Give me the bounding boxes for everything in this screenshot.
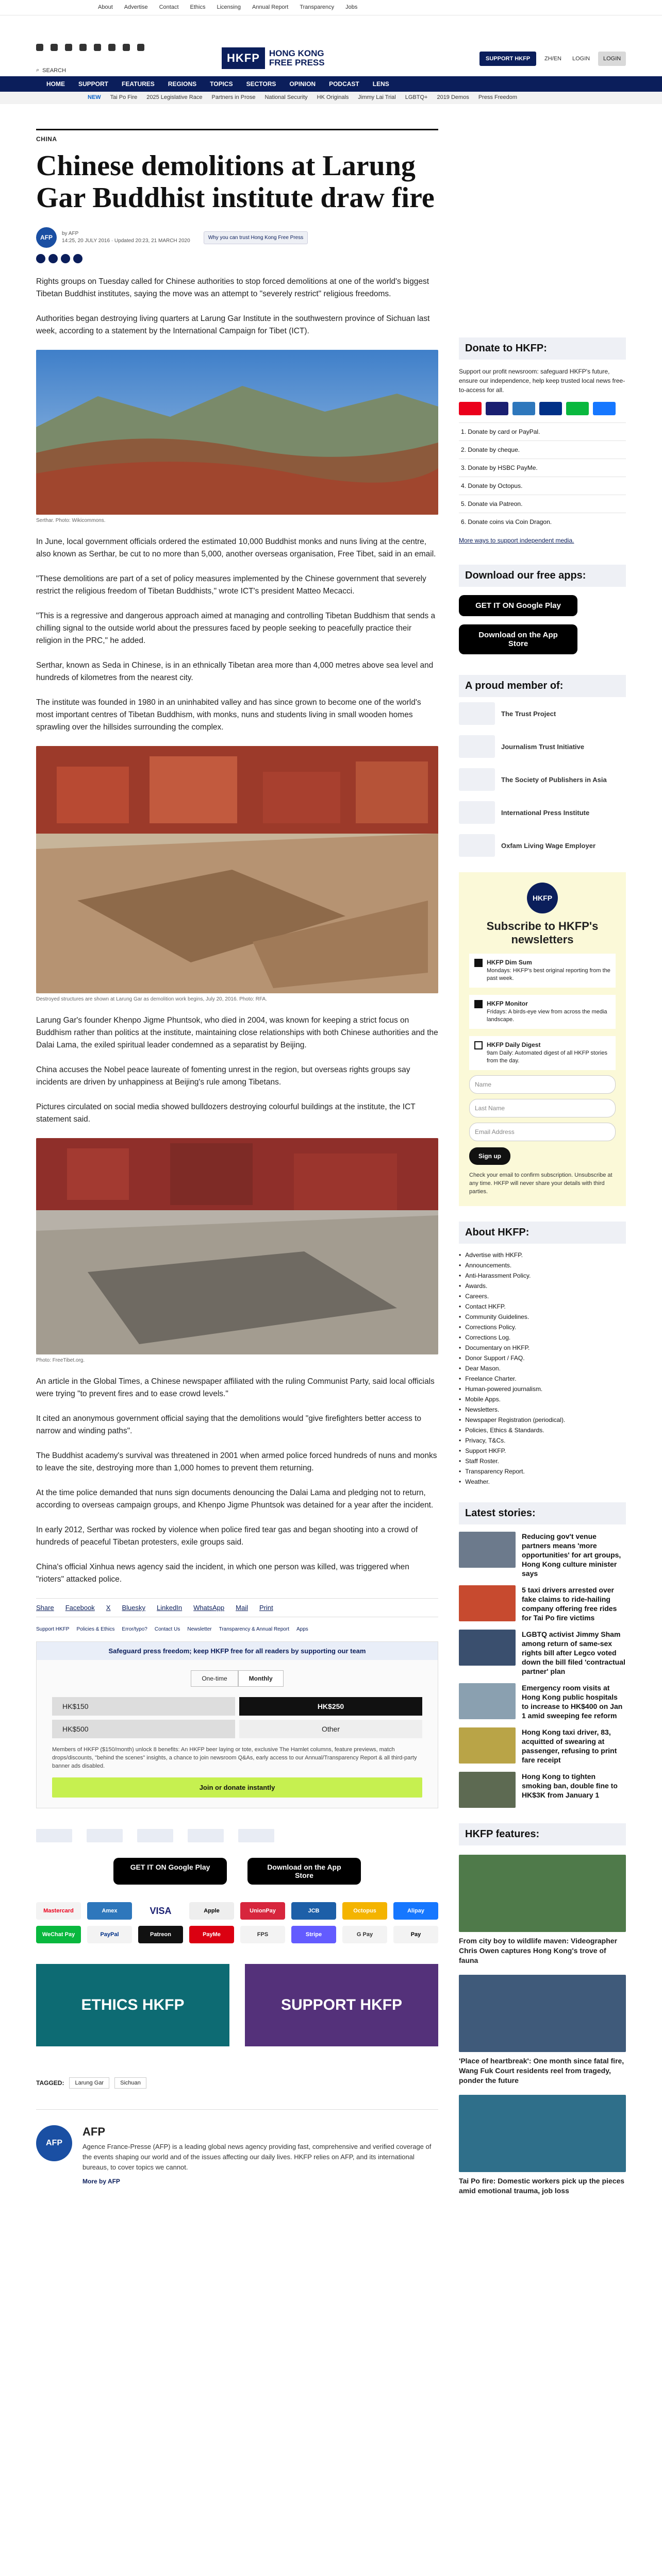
- jcb-icon: JCB: [291, 1902, 336, 1920]
- checkbox-checked[interactable]: [474, 1000, 483, 1008]
- top-links: [98, 4, 357, 10]
- member-item[interactable]: [459, 829, 626, 862]
- oxfam-logo[interactable]: [238, 1829, 274, 1842]
- nav-support[interactable]: SUPPORT: [78, 80, 109, 88]
- trending-tag[interactable]: Press Freedom: [478, 94, 518, 100]
- logo-box: HKFP: [222, 47, 265, 69]
- photo-caption: Serthar. Photo: Wikicommons.: [36, 518, 106, 523]
- donate-option[interactable]: 5. Donate via Patreon.: [459, 495, 626, 513]
- article-paragraph: Serthar, known as Seda in Chinese, is in an ethnically Tibetan area more than 4,000 metres above sea level and hundreds of kilometres from the nearest city.: [36, 661, 434, 682]
- trending-tag[interactable]: LGBTQ+: [405, 94, 428, 100]
- nav-opinion[interactable]: OPINION: [289, 80, 316, 88]
- nav-regions[interactable]: REGIONS: [168, 80, 197, 88]
- newsletter-desc: Mondays: HKFP's best original reporting from the past week.: [487, 968, 610, 981]
- about-link[interactable]: • Human-powered journalism.: [459, 1384, 626, 1394]
- mastercard-icon: [459, 402, 482, 415]
- top-link-jobs[interactable]: Jobs: [345, 4, 358, 10]
- member-list: [459, 697, 626, 862]
- trending-tag[interactable]: HK Originals: [317, 94, 349, 100]
- octopus-icon: Octopus: [342, 1902, 387, 1920]
- share-bar: [36, 1598, 438, 1617]
- article-paragraph: The institute was founded in 1980 in an uninhabited valley and has since grown to become one of the world's most important centres of Tibetan Buddhism, with monks, nuns and students living in small wooden homes sprawling over the hillsides surrounding the complex.: [36, 698, 421, 732]
- share-x-icon[interactable]: [48, 254, 58, 263]
- about-link[interactable]: • Newspaper Registration (periodical).: [459, 1415, 626, 1425]
- support-link[interactable]: Support HKFP: [36, 1626, 70, 1632]
- paypal-icon: [539, 402, 562, 415]
- first-name-field[interactable]: Name: [469, 1075, 616, 1094]
- share-email-icon[interactable]: [73, 254, 82, 263]
- feature-image: [459, 1855, 626, 1932]
- latest-heading: Latest stories:: [459, 1502, 626, 1524]
- share-linkedin[interactable]: LinkedIn: [157, 1604, 183, 1612]
- search-toggle[interactable]: [36, 67, 66, 74]
- share-label: Share: [36, 1604, 54, 1612]
- bulldozer-photo: [36, 1138, 438, 1354]
- paypal-icon: PayPal: [87, 1926, 132, 1943]
- trust-button[interactable]: Why you can trust Hong Kong Free Press: [204, 231, 308, 244]
- member-name: The Trust Project: [501, 709, 556, 718]
- latest-story[interactable]: [459, 1532, 626, 1578]
- member-name: Oxfam Living Wage Employer: [501, 841, 596, 850]
- wechat-pay-icon: WeChat Pay: [36, 1926, 81, 1943]
- newsletter-title: HKFP Daily Digest: [487, 1041, 541, 1048]
- trending-tags-bar: [0, 92, 662, 104]
- article: [36, 129, 438, 2185]
- newsletter-desc: 9am Daily: Automated digest of all HKFP stories from the day.: [487, 1050, 607, 1064]
- donate-option[interactable]: 6. Donate coins via Coin Dragon.: [459, 513, 626, 531]
- top-link-annual-report[interactable]: Annual Report: [252, 4, 289, 10]
- youtube-icon[interactable]: [94, 44, 101, 51]
- features-heading: HKFP features:: [459, 1823, 626, 1845]
- article-paragraph: In early 2012, Serthar was rocked by violence when police fired tear gas and began shooting into a crowd of hundreds of peaceful Tibetan protesters, exile groups said.: [36, 1526, 418, 1547]
- share-bluesky[interactable]: Bluesky: [122, 1604, 145, 1612]
- about-link[interactable]: • Community Guidelines.: [459, 1312, 626, 1322]
- email-field[interactable]: Email Address: [469, 1123, 616, 1141]
- about-link[interactable]: • Freelance Charter.: [459, 1374, 626, 1384]
- x-icon[interactable]: [51, 44, 58, 51]
- member-item[interactable]: [459, 763, 626, 796]
- trending-tag[interactable]: Tai Po Fire: [110, 94, 138, 100]
- byline: [36, 227, 438, 248]
- byline-author[interactable]: by AFP: [62, 231, 79, 236]
- join-donate-button[interactable]: Join or donate instantly: [52, 1777, 422, 1798]
- about-link[interactable]: • Documentary on HKFP.: [459, 1343, 626, 1353]
- payme-icon: PayMe: [189, 1926, 234, 1943]
- latest-story[interactable]: [459, 1683, 626, 1720]
- top-link-about[interactable]: About: [98, 4, 113, 10]
- safeguard-line: Safeguard press freedom; keep HKFP free for all readers by supporting our team: [37, 1642, 438, 1660]
- promo-banners: [36, 1964, 438, 2046]
- about-link[interactable]: • Announcements.: [459, 1260, 626, 1270]
- donate-option[interactable]: 2. Donate by cheque.: [459, 440, 626, 459]
- photo-caption: Destroyed structures are shown at Larung Gar as demolition work begins, July 20, 2016. Photo: RFA.: [36, 996, 268, 1002]
- newsletter-link[interactable]: Newsletter: [187, 1626, 212, 1632]
- about-link[interactable]: • Donor Support / FAQ.: [459, 1353, 626, 1363]
- story-title: Reducing gov't venue partners means 'more opportunities' for art groups, Hong Kong culture minister says: [522, 1532, 621, 1578]
- hkfp-badge: HKFP: [527, 883, 558, 913]
- donate-options: [459, 422, 626, 531]
- about-link[interactable]: • Privacy, T&Cs.: [459, 1435, 626, 1446]
- top-link-ethics[interactable]: Ethics: [190, 4, 206, 10]
- sidebar-google-play[interactable]: GET IT ON Google Play: [459, 595, 577, 616]
- tag-chip[interactable]: Larung Gar: [69, 2077, 109, 2089]
- feature-image: [459, 1975, 626, 2052]
- rss-icon[interactable]: [137, 44, 144, 51]
- trending-tag[interactable]: Partners in Prose: [211, 94, 256, 100]
- article-category[interactable]: CHINA: [36, 135, 57, 143]
- article-paragraph: Larung Gar's founder Khenpo Jigme Phuntsok, who died in 2004, was known for keeping a strict focus on Buddhism rather than politics at the institute, maintaining close relationships with both Chinese authorities and the Dalai Lama, the exiled spiritual leader condemned as a separatist by Beijing.: [36, 1016, 438, 1049]
- member-item[interactable]: [459, 796, 626, 829]
- author-bio: Agence France-Presse (AFP) is a leading global news agency providing fast, comprehensive and verified coverage of the events shaping our world and of the issues affecting our daily lives. HKFP relies on AFP, and its international bureaus, to cover topics we cannot.: [82, 2143, 432, 2171]
- story-thumbnail: [459, 1772, 516, 1808]
- app-store-button[interactable]: Download on the App Store: [247, 1858, 361, 1885]
- member-logo: [459, 834, 495, 857]
- member-item[interactable]: [459, 730, 626, 763]
- fps-icon: FPS: [240, 1926, 285, 1943]
- nav-lens[interactable]: LENS: [372, 80, 389, 88]
- latest-story[interactable]: [459, 1630, 626, 1676]
- article-paragraph: Pictures circulated on social media showed bulldozers destroying colourful buildings at the institute, the ICT statement said.: [36, 1103, 416, 1124]
- tag-chip[interactable]: Sichuan: [114, 2077, 146, 2089]
- facebook-icon[interactable]: [36, 44, 43, 51]
- feature-title: From city boy to wildlife maven: Videographer Chris Owen captures Hong Kong's trove of fauna: [459, 1937, 618, 1964]
- support-hkfp-button[interactable]: SUPPORT HKFP: [479, 52, 536, 66]
- site-logo[interactable]: [222, 42, 356, 74]
- share-whatsapp-icon[interactable]: [61, 254, 70, 263]
- unionpay-icon: UnionPay: [240, 1902, 285, 1920]
- amount-other[interactable]: Other: [239, 1720, 422, 1738]
- tab-monthly[interactable]: Monthly: [238, 1670, 284, 1687]
- share-x[interactable]: X: [106, 1604, 111, 1612]
- footer-links-row: [36, 1626, 438, 1632]
- about-link[interactable]: • Corrections Policy.: [459, 1322, 626, 1332]
- google-pay-icon: G Pay: [342, 1926, 387, 1943]
- logo-line2: FREE PRESS: [269, 58, 325, 67]
- latest-story[interactable]: [459, 1772, 626, 1808]
- ipi-logo[interactable]: [188, 1829, 224, 1842]
- wechat-pay-icon: [566, 402, 589, 415]
- article-title: Chinese demolitions at Larung Gar Buddhist institute draw fire: [36, 150, 435, 214]
- about-link[interactable]: • Awards.: [459, 1281, 626, 1291]
- story-title: Hong Kong to tighten smoking ban, double fine to HK$3K from January 1: [522, 1772, 618, 1799]
- instagram-icon[interactable]: [65, 44, 72, 51]
- nav-home[interactable]: HOME: [46, 80, 65, 88]
- sidebar-payment-icons: [459, 402, 626, 415]
- proud-heading: A proud member of:: [459, 675, 626, 697]
- story-thumbnail: [459, 1585, 516, 1621]
- trending-tag[interactable]: 2025 Legislative Race: [146, 94, 203, 100]
- newsletter-desc: Fridays: A birds-eye view from across the media landscape.: [487, 1009, 607, 1023]
- share-facebook-icon[interactable]: [36, 254, 45, 263]
- login-link[interactable]: LOGIN: [572, 56, 590, 62]
- article-paragraph: "This is a regressive and dangerous approach aimed at managing and controlling Tibetan Buddhism that sends a chilling signal to the outside world about the pressures faced by people seeking to peacefully practice their religion in the PRC," he added.: [36, 612, 436, 645]
- story-title: Emergency room visits at Hong Kong public hospitals to increase to HK$400 on Jan 1 amid sweeping fee reform: [522, 1684, 623, 1720]
- article-paragraph: An article in the Global Times, a Chinese newspaper affiliated with the ruling Communist Party, said local officials were trying "to prevent fires and to ease crowd levels.": [36, 1377, 435, 1398]
- sign-up-button[interactable]: Sign up: [469, 1147, 510, 1165]
- patreon-icon: Patreon: [138, 1926, 183, 1943]
- about-link[interactable]: • Careers.: [459, 1291, 626, 1301]
- donate-option[interactable]: 1. Donate by card or PayPal.: [459, 422, 626, 440]
- frequency-tabs: [37, 1670, 438, 1687]
- about-links: [459, 1250, 626, 1487]
- alipay-icon: Alipay: [393, 1902, 438, 1920]
- top-link-advertise[interactable]: Advertise: [124, 4, 148, 10]
- more-by-author-link[interactable]: More by AFP: [82, 2178, 120, 2185]
- story-title: Hong Kong taxi driver, 83, acquitted of swearing at passenger, refusing to print fare receipt: [522, 1728, 617, 1764]
- latest-list: [459, 1532, 626, 1808]
- newsletter-option[interactable]: [469, 954, 616, 988]
- top-link-licensing[interactable]: Licensing: [217, 4, 241, 10]
- trending-tag[interactable]: National Security: [264, 94, 308, 100]
- article-paragraph: The Buddhist academy's survival was threatened in 2001 when armed police forced hundreds of nuns and monks to leave the site, destroying more than 1,000 homes to prevent them returning.: [36, 1451, 437, 1472]
- article-paragraph: In June, local government officials ordered the estimated 10,000 Buddhist monks and nuns living at the centre, also known as Serthar, be cut to no more than 5,000, another overseas organisation, Free Tibet, said in an email.: [36, 537, 436, 558]
- trending-tag[interactable]: 2019 Demos: [437, 94, 469, 100]
- member-item[interactable]: [459, 697, 626, 730]
- demolition-photo: [36, 746, 438, 993]
- ethics-banner[interactable]: ETHICS HKFP: [36, 1964, 229, 2046]
- search-label: SEARCH: [42, 67, 67, 74]
- logo-text: [269, 49, 325, 67]
- amount-options: [37, 1687, 438, 1738]
- byline-meta: [62, 230, 190, 245]
- share-facebook[interactable]: Facebook: [65, 1604, 95, 1612]
- amex-icon: [512, 402, 535, 415]
- nav-topics[interactable]: TOPICS: [210, 80, 233, 88]
- share-print[interactable]: Print: [259, 1604, 273, 1612]
- donation-widget: [36, 1641, 438, 1808]
- author-avatar-large[interactable]: AFP: [36, 2125, 72, 2161]
- article-paragraph: China accuses the Nobel peace laureate of fomenting unrest in the region, but overseas rights groups say incidents are driven by unhappiness at Beijing's rule among Tibetans.: [36, 1065, 410, 1087]
- about-link[interactable]: • Support HKFP.: [459, 1446, 626, 1456]
- newsletter-title: HKFP Monitor: [487, 1000, 528, 1007]
- app-buttons: [36, 1858, 438, 1885]
- search-icon: ⌕: [36, 67, 40, 73]
- policies-link[interactable]: Policies & Ethics: [76, 1626, 115, 1632]
- about-heading: About HKFP:: [459, 1222, 626, 1244]
- share-mail[interactable]: Mail: [236, 1604, 248, 1612]
- about-link[interactable]: • Staff Roster.: [459, 1456, 626, 1466]
- share-whatsapp[interactable]: WhatsApp: [193, 1604, 225, 1612]
- article-paragraph: It cited an anonymous government official saying that the demolitions would "give firefighters better access to narrow and winding paths".: [36, 1414, 422, 1435]
- logo-line1: HONG KONG: [269, 48, 324, 58]
- author-box: [36, 2109, 438, 2185]
- about-link[interactable]: • Contact HKFP.: [459, 1301, 626, 1312]
- share-icons-top: [36, 254, 438, 263]
- sopa-logo[interactable]: [137, 1829, 173, 1842]
- article-paragraph: Authorities began destroying living quarters at Larung Gar Institute in the southwestern province of Sichuan last week, according to a statement by the International Campaign for Tibet (ICT).: [36, 314, 430, 335]
- article-paragraph: Rights groups on Tuesday called for Chinese authorities to stop forced demolitions at one of the world's biggest Tibetan Buddhist institutes, saying the move was an attempt to "severely restrict" religious freedoms.: [36, 277, 429, 298]
- visa-icon: VISA: [138, 1902, 183, 1920]
- donate-option[interactable]: 4. Donate by Octopus.: [459, 477, 626, 495]
- stripe-icon: Stripe: [291, 1926, 336, 1943]
- latest-story[interactable]: [459, 1585, 626, 1622]
- payment-methods: [36, 1902, 438, 1943]
- about-link[interactable]: • Advertise with HKFP.: [459, 1250, 626, 1260]
- story-title: LGBTQ activist Jimmy Sham among return of same-sex rights bill after Legco voted down the bill filed 'contractual partner' plan: [522, 1630, 625, 1675]
- feature-card[interactable]: [459, 1975, 626, 2086]
- nav-sectors[interactable]: SECTORS: [246, 80, 276, 88]
- checkbox-unchecked[interactable]: [474, 1041, 483, 1049]
- threads-icon[interactable]: [79, 44, 87, 51]
- amount-option[interactable]: HK$150: [52, 1697, 235, 1716]
- sidebar-app-store[interactable]: Download on the App Store: [459, 624, 577, 654]
- membership-note: Members of HKFP ($150/month) unlock 8 benefits: An HKFP beer laying or tote, exclusive The Hamlet columns, feature previews, match drops/discounts, "behind the scenes" insights, a chance to join newsroom Q&As, early access to our Annual/Transparency Report & all third-party banner ads disabled.: [52, 1747, 417, 1769]
- main-nav: [0, 76, 662, 92]
- amount-option-selected[interactable]: HK$250: [239, 1697, 422, 1716]
- nav-podcast[interactable]: PODCAST: [329, 80, 359, 88]
- about-link[interactable]: • Weather.: [459, 1477, 626, 1487]
- article-paragraph: "These demolitions are part of a set of policy measures implemented by the Chinese government that severely restrict the religious freedom of Tibetan Buddhists," wrote ICT's president Matteo Mecacci.: [36, 574, 426, 596]
- about-link[interactable]: • Transparency Report.: [459, 1466, 626, 1477]
- jti-logo[interactable]: [87, 1829, 123, 1842]
- about-link[interactable]: • Policies, Ethics & Standards.: [459, 1425, 626, 1435]
- error-link[interactable]: Error/typo?: [122, 1626, 147, 1632]
- story-thumbnail: [459, 1727, 516, 1764]
- donate-intro: Support our profit newsroom: safeguard HKFP's future, ensure our independence, help keep trusted local news free-to-access for all.: [459, 368, 625, 394]
- login-button[interactable]: LOGIN: [598, 52, 626, 66]
- newsletter-heading: Subscribe to HKFP's newsletters: [486, 920, 599, 946]
- trending-tag[interactable]: Jimmy Lai Trial: [358, 94, 396, 100]
- contact-link[interactable]: Contact Us: [154, 1626, 180, 1632]
- member-logo: [459, 702, 495, 725]
- newsletter-title: HKFP Dim Sum: [487, 959, 532, 966]
- newsletter-signup: [459, 872, 626, 1206]
- latest-story[interactable]: [459, 1727, 626, 1765]
- feature-title: 'Place of heartbreak': One month since fatal fire, Wang Fuk Court residents reel from tragedy, ponder the future: [459, 2057, 624, 2084]
- byline-dates: 14:25, 20 JULY 2016 · Updated 20:23, 21 MARCH 2020: [62, 238, 190, 244]
- feature-image: [459, 2095, 626, 2172]
- apps-heading: Download our free apps:: [459, 565, 626, 587]
- feature-card[interactable]: [459, 1855, 626, 1965]
- last-name-field[interactable]: Last Name: [469, 1099, 616, 1117]
- top-link-contact[interactable]: Contact: [159, 4, 179, 10]
- member-logo: [459, 801, 495, 824]
- feature-card[interactable]: [459, 2095, 626, 2196]
- article-paragraph: China's official Xinhua news agency said the incident, in which one person was killed, was triggered when "rioters" attacked police.: [36, 1563, 409, 1584]
- donate-option[interactable]: 3. Donate by HSBC PayMe.: [459, 459, 626, 477]
- member-logo: [459, 768, 495, 791]
- alipay-icon: [593, 402, 616, 415]
- linkedin-icon[interactable]: [123, 44, 130, 51]
- about-link[interactable]: • Dear Mason.: [459, 1363, 626, 1374]
- trust-project-logo[interactable]: [36, 1829, 72, 1842]
- article-paragraph: At the time police demanded that nuns sign documents denouncing the Dalai Lama and pledging not to return, according to overseas campaign groups, and Khenpo Jigme Phuntsok was detained for a year after the incident.: [36, 1488, 434, 1510]
- tagged-label: TAGGED:: [36, 2079, 64, 2087]
- language-switch[interactable]: ZH/EN: [544, 56, 561, 62]
- apple-pay-icon: Pay: [393, 1926, 438, 1943]
- brand-header: [0, 15, 662, 72]
- about-link[interactable]: • Mobile Apps.: [459, 1394, 626, 1404]
- about-link[interactable]: • Newsletters.: [459, 1404, 626, 1415]
- apple-pay-icon: Apple: [189, 1902, 234, 1920]
- checkbox-checked[interactable]: [474, 959, 483, 967]
- about-link[interactable]: • Corrections Log.: [459, 1332, 626, 1343]
- newsletter-option[interactable]: [469, 1036, 616, 1070]
- about-link[interactable]: • Anti-Harassment Policy.: [459, 1270, 626, 1281]
- author-avatar[interactable]: AFP: [36, 227, 57, 248]
- new-badge: NEW: [88, 94, 101, 100]
- kicker-rule: [36, 129, 438, 130]
- member-logo: [459, 735, 495, 758]
- newsletter-option[interactable]: [469, 995, 616, 1029]
- member-name: International Press Institute: [501, 808, 590, 817]
- mastercard-icon: Mastercard: [36, 1902, 81, 1920]
- bluesky-icon[interactable]: [108, 44, 115, 51]
- amex-icon: Amex: [87, 1902, 132, 1920]
- support-banner[interactable]: SUPPORT HKFP: [245, 1964, 438, 2046]
- member-name: Journalism Trust Initiative: [501, 742, 585, 751]
- member-name: The Society of Publishers in Asia: [501, 775, 607, 784]
- top-utility-bar: [0, 0, 662, 15]
- social-icons: [36, 44, 144, 51]
- membership-logos: [36, 1829, 438, 1842]
- serthar-panorama-photo: [36, 350, 438, 515]
- feature-title: Tai Po fire: Domestic workers pick up the pieces amid emotional trauma, job loss: [459, 2177, 625, 2195]
- photo-caption: Photo: FreeTibet.org.: [36, 1358, 85, 1363]
- more-ways-link[interactable]: More ways to support independent media.: [459, 537, 574, 544]
- top-link-transparency[interactable]: Transparency: [300, 4, 335, 10]
- apps-link[interactable]: Apps: [296, 1626, 308, 1632]
- story-thumbnail: [459, 1683, 516, 1719]
- sidebar: [459, 337, 626, 2196]
- subscribe-note: Check your email to confirm subscription. Unsubscribe at any time. HKFP will never share your details with third parties.: [469, 1172, 613, 1195]
- story-thumbnail: [459, 1630, 516, 1666]
- tab-one-time[interactable]: One-time: [191, 1670, 238, 1687]
- amount-option[interactable]: HK$500: [52, 1720, 235, 1738]
- donate-heading: Donate to HKFP:: [459, 337, 626, 360]
- transparency-link[interactable]: Transparency & Annual Report: [219, 1626, 289, 1632]
- google-play-button[interactable]: GET IT ON Google Play: [113, 1858, 227, 1885]
- article-tags: [36, 2077, 438, 2089]
- story-thumbnail: [459, 1532, 516, 1568]
- author-name[interactable]: AFP: [82, 2125, 105, 2138]
- story-title: 5 taxi drivers arrested over fake claims to ride-hailing company offering free rides for Tai Po fire victims: [522, 1586, 617, 1622]
- nav-features[interactable]: FEATURES: [122, 80, 155, 88]
- visa-icon: [486, 402, 508, 415]
